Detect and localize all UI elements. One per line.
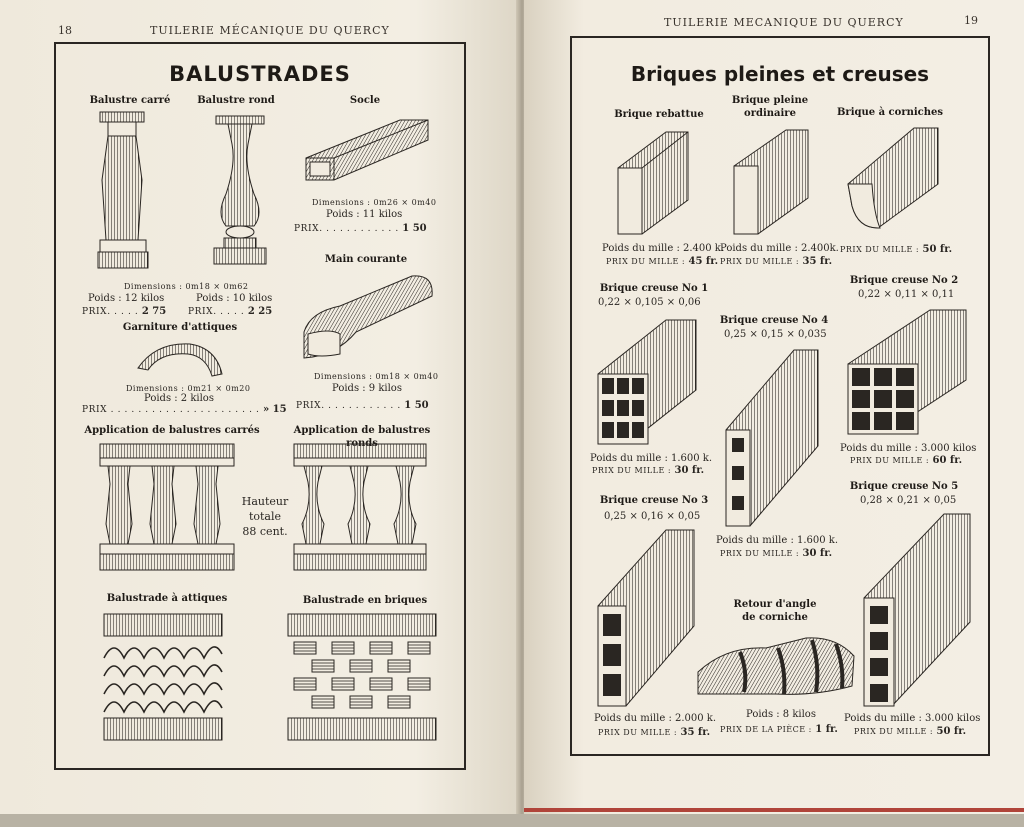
main-courante-poids: Poids : 9 kilos bbox=[332, 383, 402, 394]
application-ronds-label: Application de balustres bbox=[293, 425, 431, 436]
hauteur-note: Hauteur totale 88 cent. bbox=[241, 495, 289, 538]
rebattue-label: Brique rebattue bbox=[614, 109, 704, 120]
socle-price: PRIX. . . . . . . . . . . . 1 50 bbox=[294, 223, 427, 234]
running-head-right: TUILERIE MECANIQUE DU QUERCY bbox=[664, 16, 904, 29]
creuse5-label: Brique creuse No 5 bbox=[849, 481, 959, 492]
running-head-left: TUILERIE MÉCANIQUE DU QUERCY bbox=[150, 24, 390, 37]
creuse4-label: Brique creuse No 4 bbox=[719, 315, 829, 326]
retour-price-value: 1 fr. bbox=[815, 724, 838, 735]
creuse2-price: PRIX DU MILLE : 60 fr. bbox=[850, 455, 963, 466]
creuse2-price-value: 60 fr. bbox=[932, 455, 963, 466]
creuse4-poids: Poids du mille : 1.600 k. bbox=[716, 535, 839, 546]
page-number-left: 18 bbox=[58, 24, 72, 37]
creuse5-poids: Poids du mille : 3.000 kilos bbox=[844, 713, 981, 724]
rebattue-price: PRIX DU MILLE : 45 fr. bbox=[606, 256, 719, 267]
rebattue-poids: Poids du mille : 2.400 k. bbox=[602, 243, 725, 254]
creuse4-price-value: 30 fr. bbox=[802, 548, 833, 559]
page-title-briques: Briques pleines et creuses bbox=[630, 62, 930, 86]
socle-illustration bbox=[300, 110, 434, 190]
creuse1-poids: Poids du mille : 1.600 k. bbox=[590, 453, 713, 464]
balustre-rond-price-value: 2 25 bbox=[247, 306, 273, 317]
application-carres-illustration bbox=[100, 444, 234, 574]
corniches-price-value: 50 fr. bbox=[922, 244, 953, 255]
creuse4-illustration bbox=[724, 346, 820, 530]
creuse3-price: PRIX DU MILLE : 35 fr. bbox=[598, 727, 711, 738]
application-ronds-illustration bbox=[294, 444, 426, 574]
main-courante-label: Main courante bbox=[324, 254, 408, 265]
balustrade-attiques-label: Balustrade à attiques bbox=[106, 593, 228, 604]
rebattue-illustration bbox=[614, 128, 690, 238]
balustres-dimensions: Dimensions : 0m18 × 0m62 bbox=[124, 282, 249, 291]
pleine-price: PRIX DU MILLE : 35 fr. bbox=[720, 256, 833, 267]
creuse3-price-value: 35 fr. bbox=[680, 727, 711, 738]
rebattue-price-value: 45 fr. bbox=[688, 256, 719, 267]
page-number-right: 19 bbox=[964, 14, 978, 27]
pleine-label: Brique pleine ordinaire bbox=[731, 95, 809, 119]
creuse1-illustration bbox=[596, 316, 698, 448]
pleine-illustration bbox=[730, 126, 810, 238]
creuse3-dims: 0,25 × 0,16 × 0,05 bbox=[604, 511, 701, 522]
balustrade-attiques-illustration bbox=[104, 614, 222, 748]
garniture-illustration bbox=[136, 338, 226, 380]
socle-price-value: 1 50 bbox=[402, 223, 427, 234]
socle-poids: Poids : 11 kilos bbox=[326, 209, 403, 220]
creuse2-poids: Poids du mille : 3.000 kilos bbox=[840, 443, 977, 454]
balustre-carre-poids: Poids : 12 kilos bbox=[88, 293, 165, 304]
right-page bbox=[524, 0, 1024, 814]
balustrade-briques-label: Balustrade en briques bbox=[302, 595, 428, 606]
balustre-carre-illustration bbox=[96, 110, 152, 278]
creuse1-label: Brique creuse No 1 bbox=[599, 283, 709, 294]
creuse4-price: PRIX DU MILLE : 30 fr. bbox=[720, 548, 833, 559]
retour-price: PRIX DE LA PIÈCE : 1 fr. bbox=[720, 724, 838, 735]
balustrade-briques-illustration bbox=[288, 614, 436, 748]
creuse1-dims: 0,22 × 0,105 × 0,06 bbox=[598, 297, 701, 308]
garniture-label: Garniture d'attiques bbox=[122, 322, 238, 333]
corniches-price: PRIX DU MILLE : 50 fr. bbox=[840, 244, 953, 255]
socle-dimensions: Dimensions : 0m26 × 0m40 bbox=[312, 198, 437, 207]
retour-poids: Poids : 8 kilos bbox=[746, 709, 816, 720]
creuse5-dims: 0,28 × 0,21 × 0,05 bbox=[860, 495, 957, 506]
page-title-balustrades: BALUSTRADES bbox=[169, 62, 351, 86]
creuse5-price: PRIX DU MILLE : 50 fr. bbox=[854, 726, 967, 737]
cover-edge bbox=[524, 808, 1024, 812]
balustre-rond-price: PRIX. . . . . 2 25 bbox=[188, 306, 273, 317]
application-carres-label: Application de balustres carrés bbox=[84, 425, 260, 436]
creuse5-illustration bbox=[862, 512, 974, 710]
balustre-carre-price-value: 2 75 bbox=[141, 306, 167, 317]
balustre-rond-illustration bbox=[210, 114, 270, 276]
creuse4-dims: 0,25 × 0,15 × 0,035 bbox=[724, 329, 827, 340]
garniture-price: PRIX . . . . . . . . . . . . . . . . . . . . . . » 15 bbox=[82, 404, 287, 415]
balustre-rond-label: Balustre rond bbox=[197, 95, 275, 106]
creuse1-price: PRIX DU MILLE : 30 fr. bbox=[592, 465, 705, 476]
main-courante-illustration bbox=[300, 272, 436, 364]
main-courante-price: PRIX. . . . . . . . . . . . 1 50 bbox=[296, 400, 429, 411]
garniture-poids: Poids : 2 kilos bbox=[144, 393, 214, 404]
creuse3-poids: Poids du mille : 2.000 k. bbox=[594, 713, 717, 724]
balustre-carre-label: Balustre carré bbox=[89, 95, 171, 106]
creuse3-label: Brique creuse No 3 bbox=[599, 495, 709, 506]
pleine-price-value: 35 fr. bbox=[802, 256, 833, 267]
corniches-label: Brique à corniches bbox=[836, 107, 944, 118]
creuse2-label: Brique creuse No 2 bbox=[849, 275, 959, 286]
balustre-rond-poids: Poids : 10 kilos bbox=[196, 293, 273, 304]
garniture-dimensions: Dimensions : 0m21 × 0m20 bbox=[126, 384, 251, 393]
corniches-illustration bbox=[844, 124, 940, 232]
retour-label: Retour d'angle de corniche bbox=[733, 599, 817, 623]
balustre-carre-price: PRIX. . . . . 2 75 bbox=[82, 306, 167, 317]
left-page bbox=[0, 0, 520, 814]
pleine-poids: Poids du mille : 2.400k. bbox=[720, 243, 839, 254]
main-courante-price-value: 1 50 bbox=[404, 400, 429, 411]
creuse3-illustration bbox=[596, 526, 696, 710]
creuse2-dims: 0,22 × 0,11 × 0,11 bbox=[858, 289, 955, 300]
retour-illustration bbox=[696, 632, 858, 700]
socle-label: Socle bbox=[349, 95, 381, 106]
garniture-price-value: » 15 bbox=[262, 404, 287, 415]
creuse5-price-value: 50 fr. bbox=[936, 726, 967, 737]
creuse2-illustration bbox=[846, 308, 968, 438]
creuse1-price-value: 30 fr. bbox=[674, 465, 705, 476]
main-courante-dimensions: Dimensions : 0m18 × 0m40 bbox=[314, 372, 439, 381]
